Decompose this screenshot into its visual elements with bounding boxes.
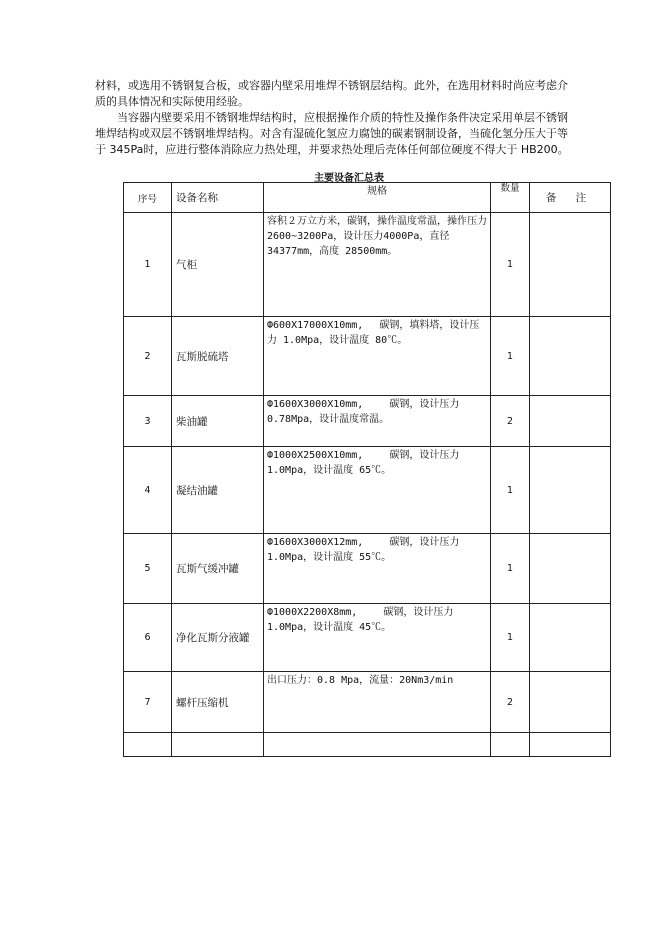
table-row (124, 604, 611, 672)
table-row (124, 672, 611, 733)
table-header-row (124, 183, 611, 213)
row-no: 6 (124, 604, 172, 672)
row-no: 2 (124, 317, 172, 396)
table-row (124, 213, 611, 317)
row-no (124, 733, 172, 757)
row-spec (264, 733, 491, 757)
row-name: 柴油罐 (172, 396, 264, 447)
row-spec: Ф1600X3000X12mm, 碳钢，设计压力 1.0Mpa，设计温度 55℃。 (264, 534, 491, 604)
table-row (124, 733, 611, 757)
header-no: 序号 (124, 183, 172, 213)
row-note (530, 604, 611, 672)
row-spec: 容积２万立方米，碳钢，操作温度常温，操作压力2600~3200Pa，设计压力4000Pa，直径 34377mm，高度 28500mm。 (264, 213, 491, 317)
row-note (530, 672, 611, 733)
row-no: 1 (124, 213, 172, 317)
row-spec: Ф600X17000X10mm, 碳钢，填料塔，设计压力 1.0Mpa，设计温度 80℃。 (264, 317, 491, 396)
row-no: 5 (124, 534, 172, 604)
row-spec: Ф1000X2500X10mm, 碳钢，设计压力 1.0Mpa，设计温度 65℃。 (264, 447, 491, 534)
row-qty (491, 733, 530, 757)
row-qty: 1 (491, 317, 530, 396)
equipment-table (123, 182, 611, 757)
table-row (124, 396, 611, 447)
row-note (530, 447, 611, 534)
header-qty: 数量 (491, 183, 530, 213)
table-row (124, 317, 611, 396)
row-name: 净化瓦斯分液罐 (172, 604, 264, 672)
row-qty: 2 (491, 396, 530, 447)
row-note (530, 534, 611, 604)
row-name: 气柜 (172, 213, 264, 317)
row-note (530, 396, 611, 447)
row-name: 螺杆压缩机 (172, 672, 264, 733)
intro-paragraph-2: 当容器内壁要采用不锈钢堆焊结构时，应根据操作介质的特性及操作条件决定采用单层不锈钢堆焊结构或双层不锈钢堆焊结构。对含有湿硫化氢应力腐蚀的碳素钢制设备，当硫化氢分压大于等于 345Pa时，应进行整体消除应力热处理，并要求热处理后壳体任何部位硬度不得大于 HB200。 (95, 111, 569, 156)
header-note: 备 注 (530, 183, 611, 213)
row-qty: 1 (491, 213, 530, 317)
row-note (530, 733, 611, 757)
row-name: 凝结油罐 (172, 447, 264, 534)
row-name: 瓦斯脱硫塔 (172, 317, 264, 396)
row-qty: 1 (491, 447, 530, 534)
row-name (172, 733, 264, 757)
table-title: 主要设备汇总表 (314, 173, 384, 184)
row-no: 3 (124, 396, 172, 447)
row-qty: 1 (491, 534, 530, 604)
row-spec: Ф1600X3000X10mm, 碳钢，设计压力 0.78Mpa，设计温度常温。 (264, 396, 491, 447)
row-name: 瓦斯气缓冲罐 (172, 534, 264, 604)
intro-paragraph-1: 材料，或选用不锈钢复合板，或容器内壁采用堆焊不锈钢层结构。此外，在选用材料时尚应考虑介质的具体情况和实际使用经验。 (95, 79, 568, 108)
table-row (124, 447, 611, 534)
row-no: 4 (124, 447, 172, 534)
row-qty: 2 (491, 672, 530, 733)
row-spec: 出口压力：0.8 Mpa，流量：20Nm3/min (264, 672, 491, 733)
header-spec: 规格 (264, 183, 491, 213)
table-row (124, 534, 611, 604)
row-qty: 1 (491, 604, 530, 672)
row-spec: Ф1000X2200X8mm, 碳钢，设计压力 1.0Mpa，设计温度 45℃。 (264, 604, 491, 672)
row-note (530, 213, 611, 317)
row-note (530, 317, 611, 396)
header-name: 设备名称 (172, 183, 264, 213)
row-no: 7 (124, 672, 172, 733)
